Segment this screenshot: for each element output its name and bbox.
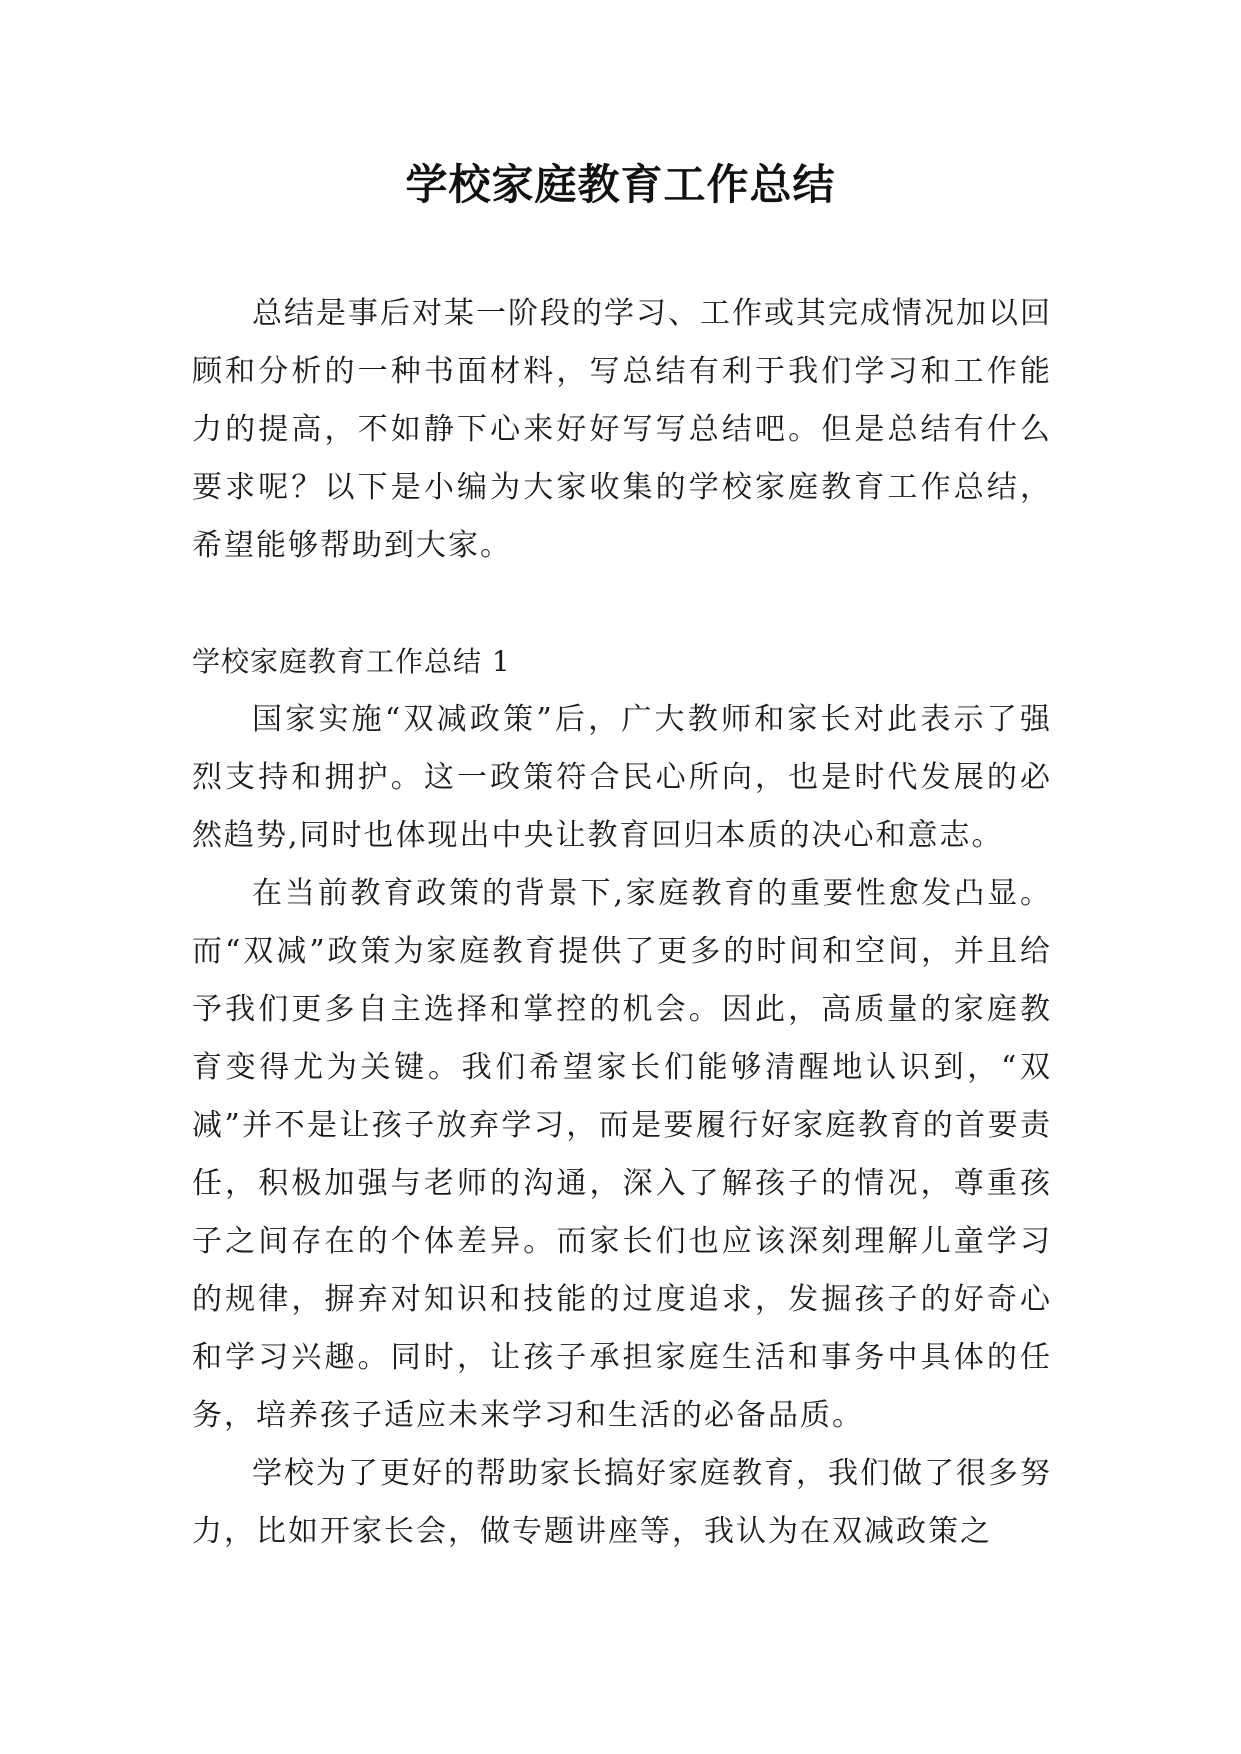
document-body [192, 285, 1052, 1561]
document-title: 学校家庭教育工作总结 [405, 160, 836, 209]
section-heading: 学校家庭教育工作总结 1 [192, 645, 511, 678]
body-paragraph-3: 学校为了更好的帮助家长搞好家庭教育，我们做了很多努力，比如开家长会，做专题讲座等，我认为在双减政策之 [192, 1456, 1052, 1549]
body-paragraph-2: 在当前教育政策的背景下,家庭教育的重要性愈发凸显。而“双减”政策为家庭教育提供了更多的时间和空间，并且给予我们更多自主选择和掌控的机会。因此，高质量的家庭教育变得尤为关键。我们希望家长们能够清醒地认识到，“双减”并不是让孩子放弃学习，而是要履行好家庭教育的首要责任，积极加强与老师的沟通，深入了解孩子的情况，尊重孩子之间存在的个体差异。而家长们也应该深刻理解儿童学习的规律，摒弃对知识和技能的过度追求，发掘孩子的好奇心和学习兴趣。同时，让孩子承担家庭生活和事务中具体的任务，培养孩子适应未来学习和生活的必备品质。 [192, 876, 1052, 1433]
body-paragraph-1: 国家实施“双减政策”后，广大教师和家长对此表示了强烈支持和拥护。这一政策符合民心所向，也是时代发展的必然趋势,同时也体现出中央让教育回归本质的决心和意志。 [192, 702, 1052, 853]
intro-paragraph: 总结是事后对某一阶段的学习、工作或其完成情况加以回顾和分析的一种书面材料，写总结有利于我们学习和工作能力的提高，不如静下心来好好写写总结吧。但是总结有什么要求呢？以下是小编为大家收集的学校家庭教育工作总结，希望能够帮助到大家。 [192, 296, 1052, 563]
